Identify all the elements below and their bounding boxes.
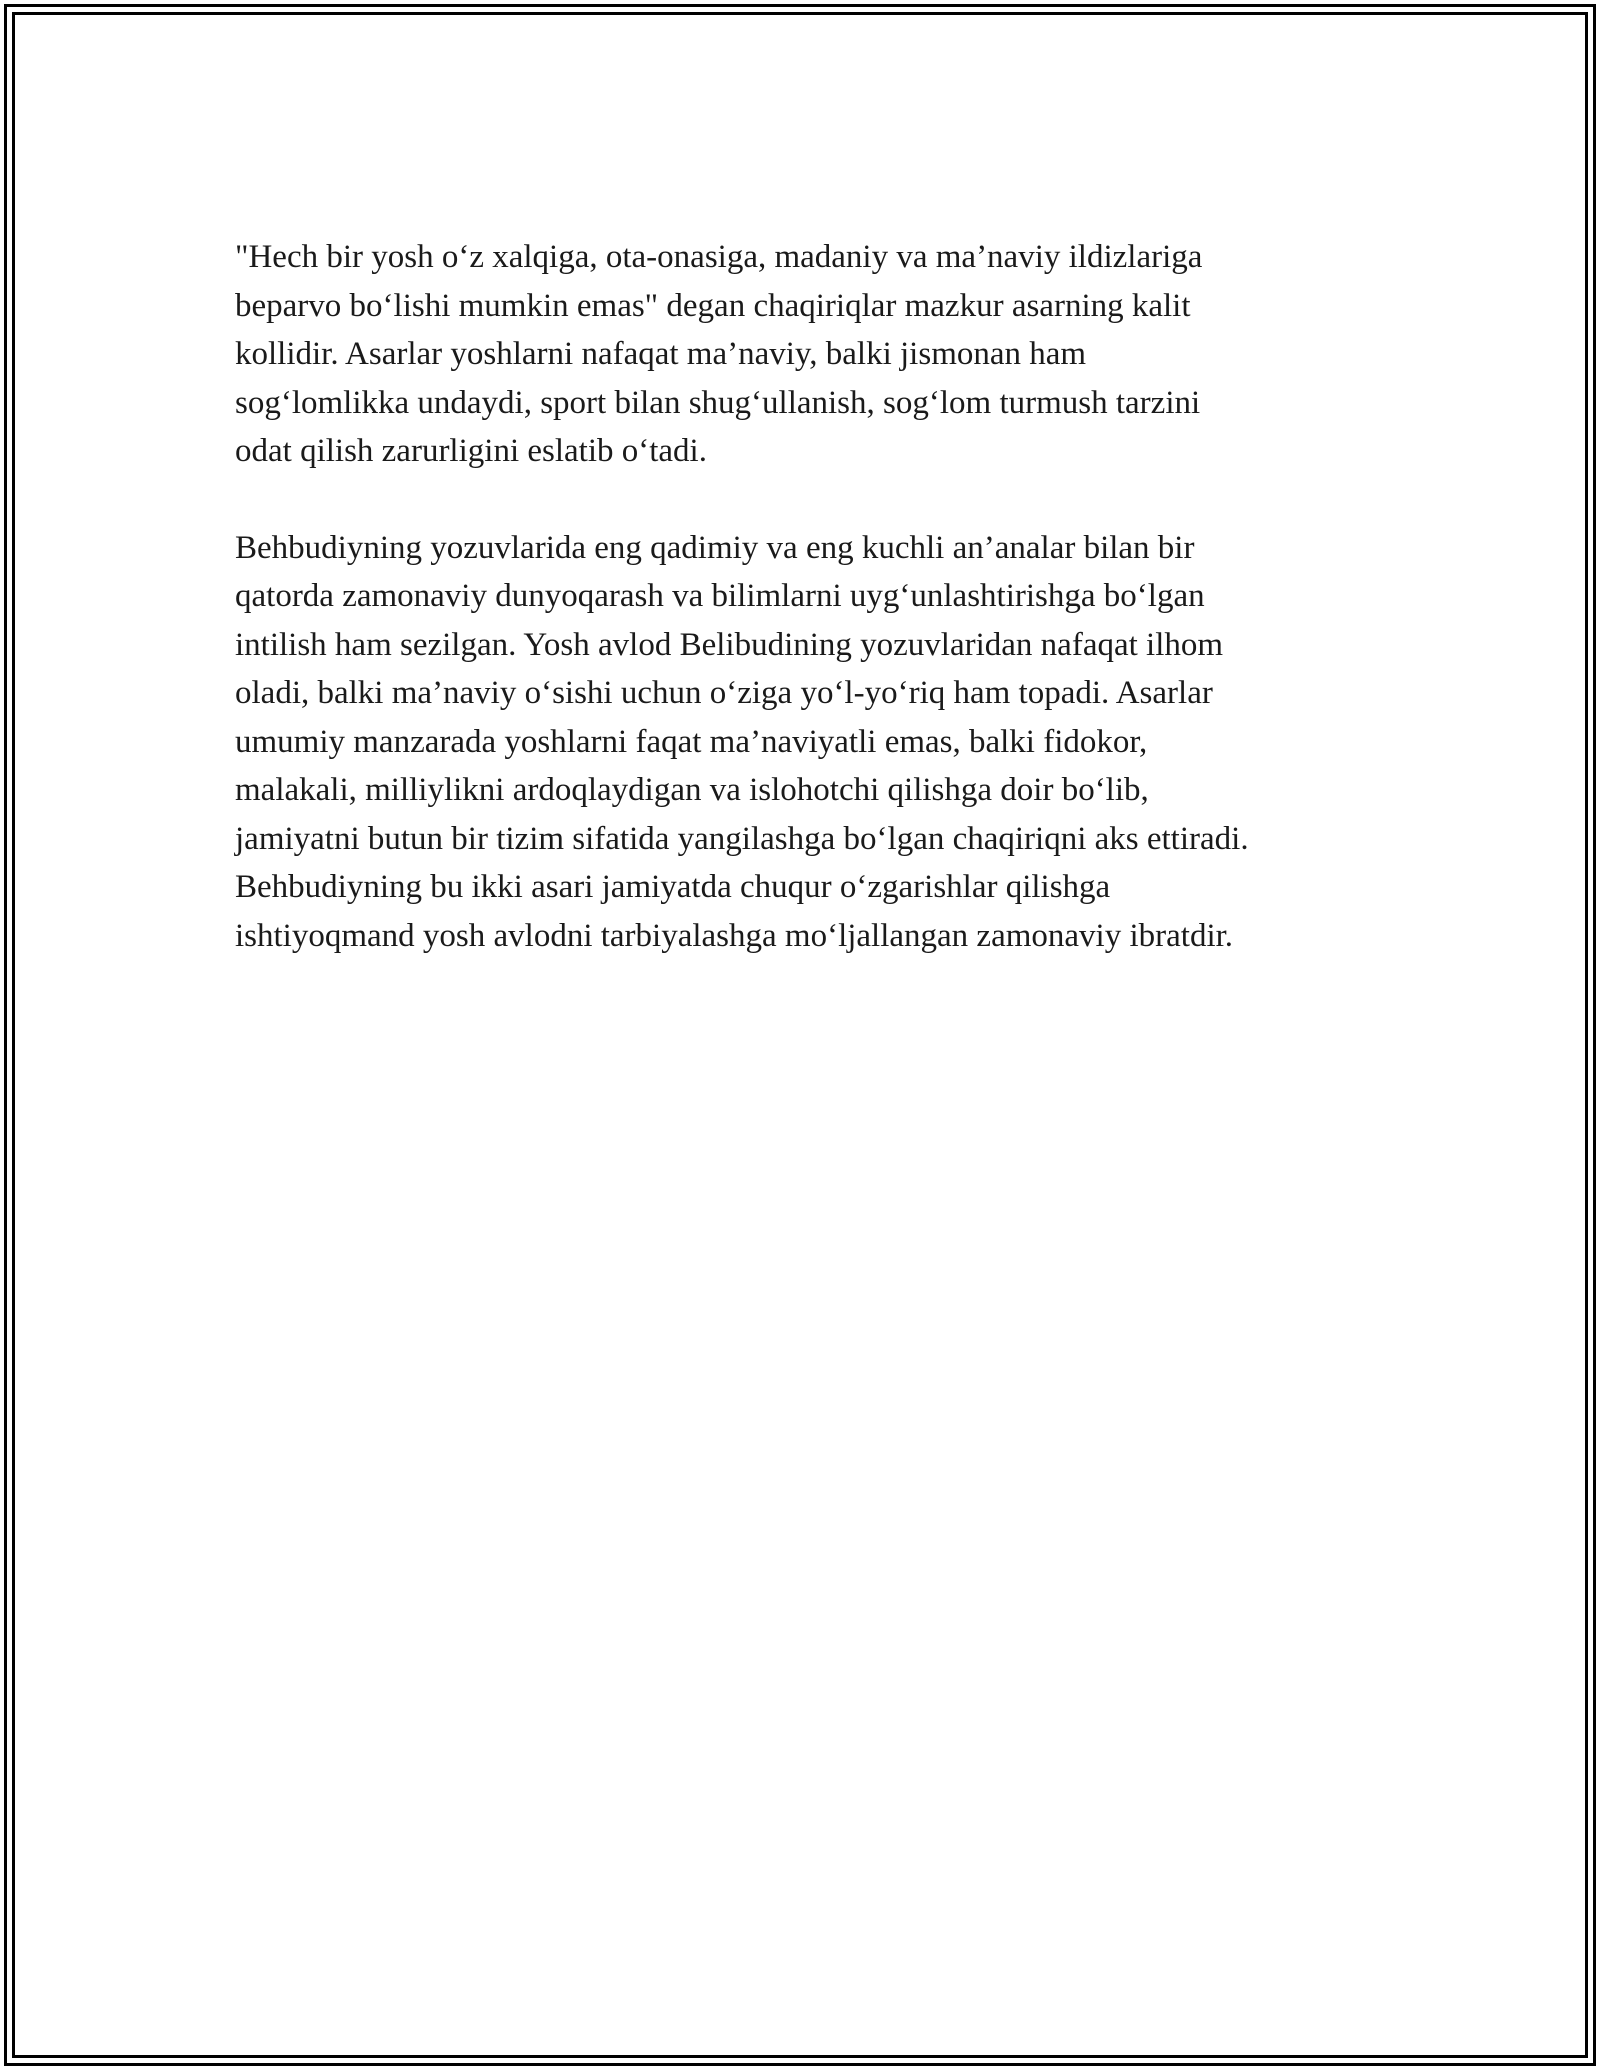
text-line: intilish ham sezilgan. Yosh avlod Belibudining yozuvlaridan nafaqat ilhom [235,626,1224,663]
text-line: odat qilish zarurligini eslatib o‘tadi. [235,433,707,469]
text-line: sog‘lomlikka undaydi, sport bilan shug‘ullanish, sog‘lom turmush tarzini [235,384,1201,421]
text-line: oladi, balki ma’naviy o‘sishi uchun o‘ziga yo‘l-yo‘riq ham topadi. Asarlar [235,675,1213,711]
text-line: Behbudiyning yozuvlarida eng qadimiy va eng kuchli an’analar bilan bir [235,529,1195,566]
text-line: qatorda zamonaviy dunyoqarash va bilimlarni uyg‘unlashtirishga bo‘lgan [235,578,1205,614]
text-line: jamiyatni butun bir tizim sifatida yangilashga bo‘lgan chaqiriqni aks ettiradi. [235,820,1249,857]
document-body [235,233,1385,960]
text-line: umumiy manzarada yoshlarni faqat ma’naviyatli emas, balki fidokor, [235,723,1148,760]
text-line: Behbudiyning bu ikki asari jamiyatda chuqur o‘zgarishlar qilishga [235,869,1111,905]
text-line: beparvo bo‘lishi mumkin emas" degan chaqiriqlar mazkur asarning kalit [235,287,1191,324]
paragraph-1 [235,233,1385,476]
text-line: ishtiyoqmand yosh avlodni tarbiyalashga mo‘ljallangan zamonaviy ibratdir. [235,917,1234,954]
text-line: malakali, milliylikni ardoqlaydigan va islohotchi qilishga doir bo‘lib, [235,772,1149,808]
text-line: kollidir. Asarlar yoshlarni nafaqat ma’naviy, balki jismonan ham [235,336,1087,372]
paragraph-2 [235,524,1385,961]
text-line: "Hech bir yosh o‘z xalqiga, ota-onasiga, madaniy va ma’naviy ildizlariga [235,239,1203,275]
